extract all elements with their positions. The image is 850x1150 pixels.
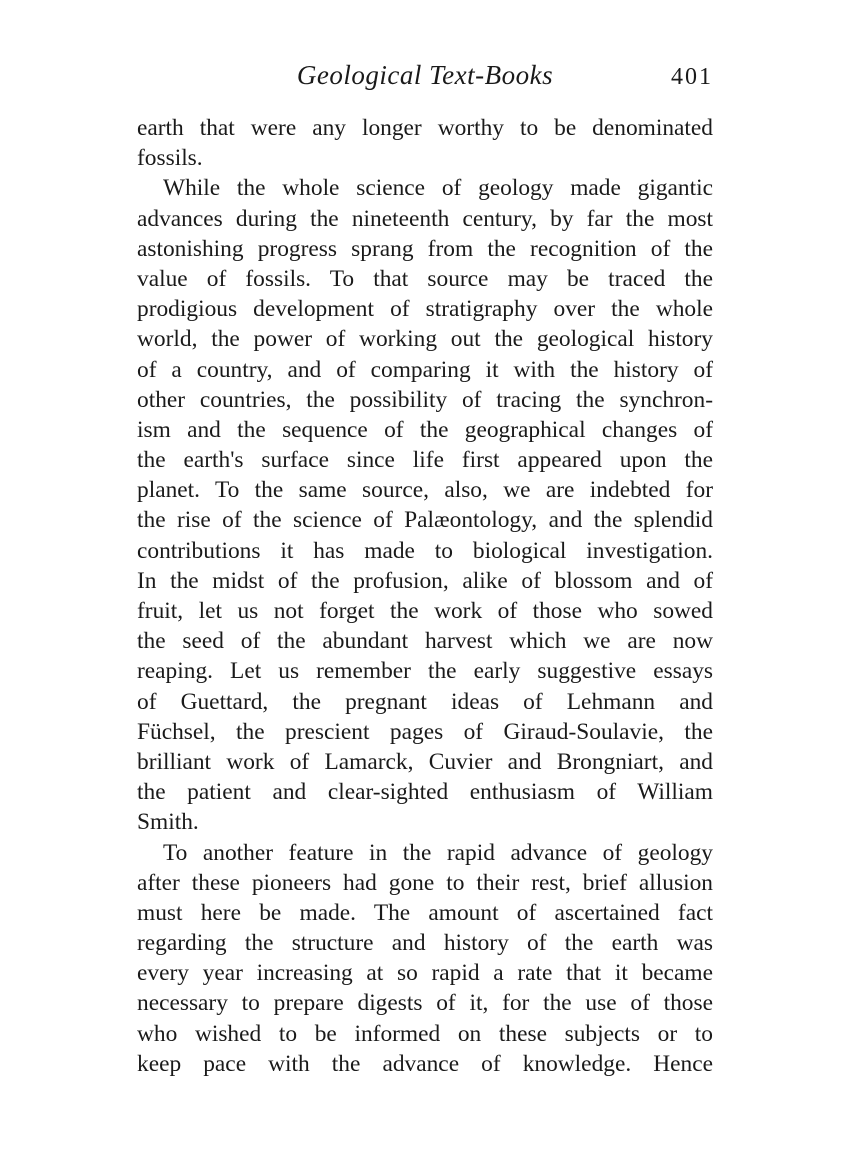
text-line: contributions it has made to biological investigation. — [137, 537, 713, 564]
page-number: 401 — [671, 64, 713, 90]
text-line: world, the power of working out the geological history — [137, 326, 713, 353]
text-line: ism and the sequence of the geographical changes of — [137, 416, 713, 443]
text-line: prodigious development of stratigraphy over the whole — [137, 296, 713, 323]
running-head — [137, 60, 713, 100]
text-line: after these pioneers had gone to their rest, brief allusion — [137, 869, 713, 896]
text-line: brilliant work of Lamarck, Cuvier and Brongniart, and — [137, 748, 713, 775]
text-line: regarding the structure and history of the earth was — [137, 930, 713, 957]
text-line: the patient and clear-sighted enthusiasm of William — [137, 779, 713, 806]
text-line: value of fossils. To that source may be traced the — [137, 265, 713, 292]
text-line: earth that were any longer worthy to be denominated — [137, 115, 713, 141]
text-line: fruit, let us not forget the work of those who sowed — [137, 598, 713, 624]
text-line: keep pace with the advance of knowledge. Hence — [137, 1050, 713, 1077]
text-line: every year increasing at so rapid a rate that it became — [137, 960, 713, 987]
body-text — [137, 113, 713, 1079]
text-line: the seed of the abundant harvest which we are now — [137, 628, 713, 655]
text-line: astonishing progress sprang from the recognition of the — [137, 235, 713, 262]
text-line: of Guettard, the pregnant ideas of Lehmann and — [137, 688, 713, 715]
text-line: Füchsel, the prescient pages of Giraud-Soulavie, the — [137, 718, 713, 745]
text-line: must here be made. The amount of ascertained fact — [137, 899, 713, 926]
running-title: Geological Text-Books — [296, 60, 554, 90]
text-line: of a country, and of comparing it with the history of — [137, 356, 713, 383]
text-line: fossils. — [137, 145, 203, 172]
text-line: planet. To the same source, also, we are indebted for — [137, 477, 713, 504]
text-line: necessary to prepare digests of it, for the use of those — [137, 990, 713, 1017]
text-line: the earth's surface since life first appeared upon the — [137, 447, 713, 474]
text-line: While the whole science of geology made gigantic — [163, 175, 713, 202]
text-line: In the midst of the profusion, alike of blossom and of — [137, 567, 713, 594]
text-line: the rise of the science of Palæontology, and the splendid — [137, 507, 713, 534]
text-line: Smith. — [137, 809, 199, 836]
text-line: other countries, the possibility of tracing the synchron- — [137, 386, 713, 413]
text-line: who wished to be informed on these subjects or to — [137, 1020, 713, 1047]
text-line: advances during the nineteenth century, by far the most — [137, 205, 713, 232]
text-line: To another feature in the rapid advance of geology — [163, 839, 713, 866]
text-line: reaping. Let us remember the early suggestive essays — [137, 658, 713, 685]
